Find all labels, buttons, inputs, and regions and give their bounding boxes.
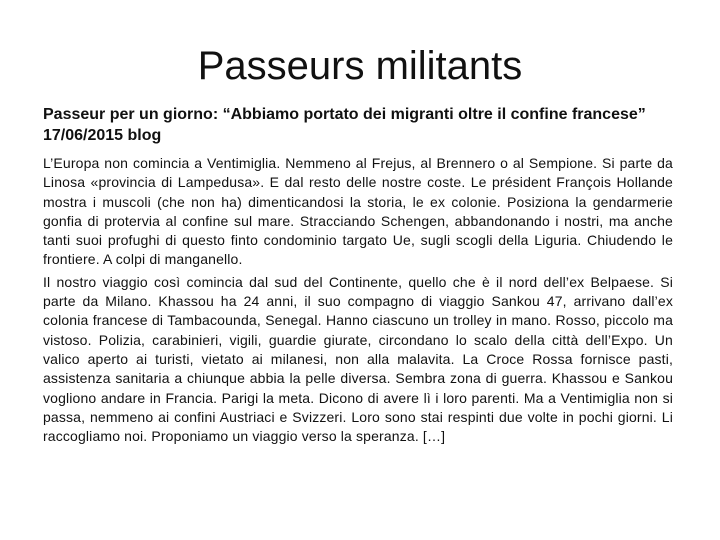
article-heading: Passeur per un giorno: “Abbiamo portato dei migranti oltre il confine francese” 17/06/2015 blog: [43, 106, 646, 144]
paragraph-2: Il nostro viaggio così comincia dal sud del Continente, quello che è il nord dell’ex Belpaese. Si parte da Milano. Khassou ha 24 anni, il suo compagno di viaggio Sankou 47, arrivano dall’ex colonia francese di Tambacounda, Senegal. Hanno ciascuno un trolley in mano. Rosso, piccolo ma vistoso. Polizia, carabinieri, vigili, guardie giurate, circondano lo scalo della città dell’Expo. Un valico aperto ai turisti, vietato ai milanesi, non alla malavita. La Croce Rossa fornisce pasti, assistenza sanitaria a chiunque abbia la pelle diversa. Sembra zona di guerra. Khassou e Sankou vogliono andare in Francia. Parigi la meta. Dicono di avere lì i loro parenti. Ma a Ventimiglia non si passa, nemmeno ai confini Austriaci e Svizzeri. Loro sono stai respinti due volte in pochi giorni. Li raccogliamo noi. Proponiamo un viaggio verso la speranza. […]: [43, 273, 673, 445]
slide-title: Passeurs militants: [197, 44, 523, 88]
paragraph-1: L’Europa non comincia a Ventimiglia. Nemmeno al Frejus, al Brennero o al Sempione. Si parte da Linosa «provincia di Lampedusa». E dal resto delle nostre coste. Le président François Hollande mostra i muscoli (che non ha) dimenticandosi la storia, le ex colonie. Posiziona la gendarmerie gonfia di protervia al confine sul mare. Stracciando Schengen, abbandonando i nostri, ma anche tanti suoi profughi di questo finto condominio targato Ue, sugli scogli della Liguria. Chiudendo le frontiere. A colpi di manganello.: [43, 155, 673, 268]
slide-body: [43, 104, 673, 449]
